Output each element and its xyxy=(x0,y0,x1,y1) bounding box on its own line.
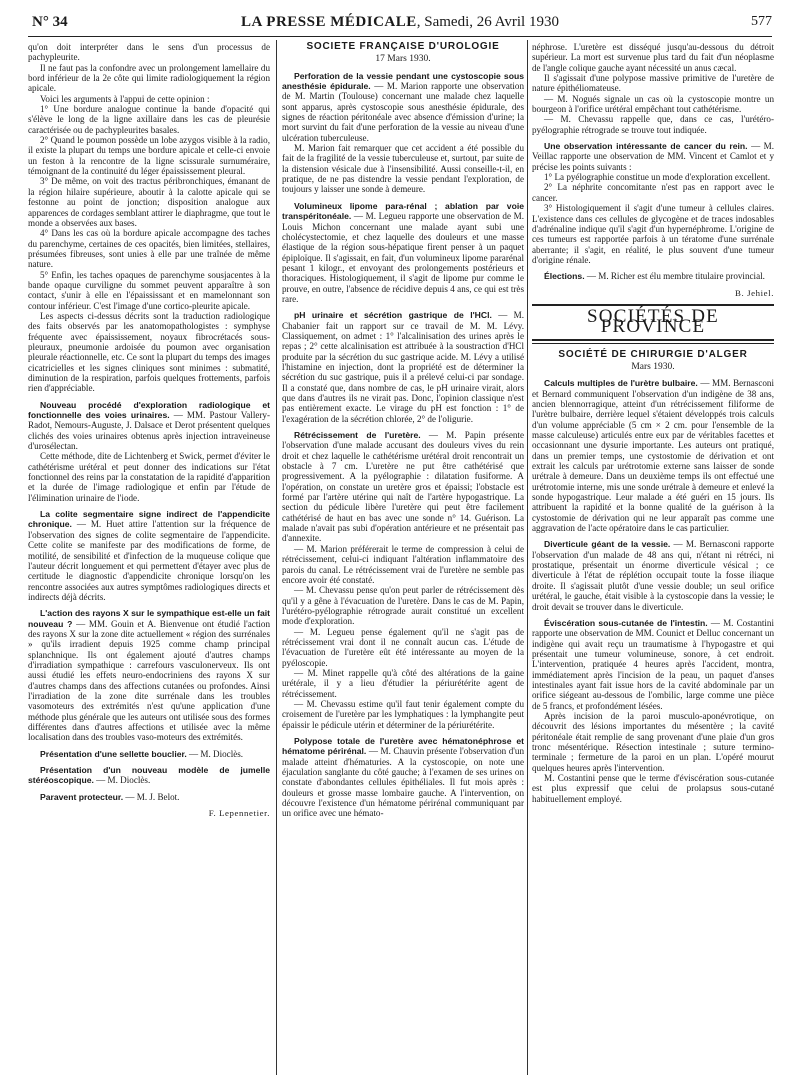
article-heading: Rétrécissement de l'uretère. xyxy=(294,430,421,441)
paragraph xyxy=(28,270,270,311)
paragraph-text: — M. Veillac rapporte une observation de MM. Vincent et Camlot et y précise les points suivants : xyxy=(532,141,774,172)
article-heading: Nouveau procédé d'exploration radiologique et fonctionnelle des voies urinaires. xyxy=(28,399,270,421)
paragraph-text: — M. Marion préférerait le terme de compression à celui de rétrécissement, celui-ci indiquant l'altération inflammatoire des parois du canal. Le rétrécissement vrai de l'uretère ne semble pas encore avoir été constaté. xyxy=(282,543,524,585)
article-heading: Élections. xyxy=(544,271,585,282)
paragraph xyxy=(282,627,524,668)
page-number: 577 xyxy=(751,14,772,29)
paragraph-text: — M. Dioclès. xyxy=(186,748,244,759)
paragraph-text: — M. Nogués signale un cas où la cystoscopie montre un bourgeon à l'orifice urétéral empêchant tout cathétérisme. xyxy=(532,93,774,115)
section-heading: SOCIÉTÉS DE PROVINCE xyxy=(587,305,719,338)
column-middle xyxy=(282,42,524,1076)
session-date: Mars 1930. xyxy=(631,361,675,372)
paragraph-text: néphrose. L'uretère est disséqué jusqu'au-dessous du détroit supérieur. La mort est survenue plus tard du fait d'un néoplasme de l'angle colique gauche ayant nécessité un anus cæcal. xyxy=(532,42,774,73)
article-heading: Calculs multiples de l'urètre bulbaire. xyxy=(544,378,698,389)
paragraph xyxy=(28,608,270,742)
paragraph-text: — M. Chevassu rappelle que, dans ce cas, l'urétéro-pyélographie rétrograde se trouve tout indiquée. xyxy=(532,114,774,135)
article-heading: Polypose totale de l'uretère avec hématonéphrose et hématome périrénal. xyxy=(282,736,524,757)
paragraph-text: 1° La pyélographie constitue un mode d'exploration excellent. xyxy=(544,172,770,183)
paragraph-text: M. Costantini pense que le terme d'éviscération sous-cutanée est plus expressif que celui de prolapsus sous-cutané habituellement employé. xyxy=(532,773,774,804)
author-signature: F. Lepennetier. xyxy=(208,808,270,819)
article-heading: La colite segmentaire signe indirect de l'appendicite chronique. xyxy=(28,509,270,530)
paragraph xyxy=(28,451,270,503)
paragraph-text: Après incision de la paroi musculo-aponévrotique, on découvrit des lésions importantes du mésentère ; la cavité péritonéale était remplie de sang provenant d'une plaie d'un gros tronc mésentérique. Résection intestinale ; suture termino-terminale ; fermeture de la paroi en un plan. L'opéré mourut quelques heures après l'intervention. xyxy=(532,710,774,773)
page-header xyxy=(28,14,772,34)
paragraph-text: 3° De même, on voit des tractus péribronchiques, émanant de la région hilaire supérieure, aboutir à la calotte apicale qui se festonne au point de jonction; disposition analogue aux apparences de cordages semblant attirer le diaphragme, que tout le monde a observées aux bases. xyxy=(28,176,270,228)
paragraph xyxy=(28,228,270,269)
paragraph xyxy=(28,42,270,63)
session-date: 17 Mars 1930. xyxy=(375,54,431,65)
column-left xyxy=(28,42,270,1076)
paragraph xyxy=(532,773,774,804)
paragraph xyxy=(282,544,524,585)
paragraph xyxy=(28,135,270,176)
paragraph-text: qu'on doit interpréter dans le sens d'un processus de pachypleurite. xyxy=(28,42,270,63)
article-heading: Une observation intéressante de cancer du rein. xyxy=(544,141,748,152)
article-heading: Volumineux lipome para-rénal ; ablation par voie transpéritonéale. xyxy=(282,200,524,222)
paragraph xyxy=(282,668,524,699)
issue-number: N° 34 xyxy=(32,14,68,30)
journal-title-line xyxy=(28,14,772,31)
column-divider xyxy=(276,40,277,1075)
paragraph-text: 2° Quand le poumon possède un lobe azygos visible à la radio, il existe la plupart du temps une bordure apicale et celle-ci envoie un feston à la rencontre de la ligne scissurale surnuméraire, témoignant de la continuité du léger épaississement pleural. xyxy=(28,135,270,177)
article-heading: Présentation d'une sellette bouclier. xyxy=(40,748,187,759)
paragraph xyxy=(532,618,774,711)
paragraph-text: — M. Costantini rapporte une observation de MM. Counict et Delluc concernant un indigène qui avait reçu un traumatisme à l'hypogastre et qui présentait une tumeur volumineuse, sonore, à cet endroit. L'intervention, pratiquée 4 heures après l'accident, montra, immédiatement après l'incision de la peau, un paquet d'anses intestinales ayant fait issue hors de la cavité abdominale par un orifice siégeant au-dessous de l'ombilic, large comme une pièce de 5 francs, et profondément lésées. xyxy=(532,617,774,711)
society-title: SOCIÉTÉ DE CHIRURGIE D'ALGER xyxy=(558,348,748,360)
article-heading: pH urinaire et sécrétion gastrique de l'HCl. xyxy=(294,310,492,321)
paragraph xyxy=(532,182,774,203)
paragraph xyxy=(28,94,270,104)
paragraph-text: 4° Dans les cas où la bordure apicale accompagne des taches du parenchyme, certaines de ces opacités, bien limitées, stellaires, présumées fibreuses, sont unies à elle par une traînée de même nature. xyxy=(28,228,270,270)
paragraph xyxy=(532,172,774,182)
paragraph-text: — M. Legueu rapporte une observation de M. Louis Michon concernant une malade ayant subi une cholécystectomie, et chez laquelle des douleurs et une masse élastique de la région sous-hépatique firent penser à un paquet épiploïque. Il s'agissait, en fait, d'un volumineux lipome pararénal pesant 1 kilogr., et envoyant des prolongements postérieurs et thoraciques. Histologiquement, il s'agit de lipome pur comme le prouve, en outre, l'absence de récidive depuis 4 ans, ce qui est très rare. xyxy=(282,211,524,304)
paragraph-text: 3° Histologiquement il s'agit d'une tumeur à cellules claires. L'existence dans ces cellules de glycogène et de traces indosables d'adrénaline indique qu'il s'agit d'un hypernéphrome. L'origine de ces tumeurs est rapportée parfois à un tératome d'une surrénale aberrante; il s'agit, en réalité, le plus souvent d'une tumeur d'origine rénale. xyxy=(532,203,774,265)
article-heading: Paravent protecteur. xyxy=(40,791,124,802)
paragraph-text: — M. Minet rappelle qu'à côté des altérations de la gaine urétérale, il y a lieu d'étudier la périurétérite agent de rétrécissement. xyxy=(282,667,524,699)
paragraph-text: — M. Chevassu estime qu'il faut tenir également compte du croisement de l'uretère par les lymphatiques : la lymphangite peut épaissir le pédicule utérin et déterminer de la périurétérite. xyxy=(282,698,524,730)
paragraph-text: — M. Bernasconi rapporte l'observation d'un malade de 48 ans qui, n'étant ni rétréci, ni prostatique, présentait un énorme diverticule vésical ; ce diverticule à l'état de réplétion occupait toute la fosse iliaque droite. Il s'agissait plutôt d'une vessie double; un seul orifice urétéral, le gauche, était visible à la cystoscopie dans la vessie; le droit devait se trouver dans le diverticule. xyxy=(532,539,774,612)
paragraph-text: — M. Papin présente l'observation d'une malade accusant des douleurs vives du rein droit et chez laquelle le cathétérisme urétéral droit rencontrait un obstacle à 7 cm. L'uretère ne put être cathétérisé que progressivement. A la pyélographie : dilatation fusiforme. A l'opération, on constate un uretère gros et épaissi; l'obstacle est formé par l'artère utérine qui naît de l'artère hypogastrique. La section du pédicule libère l'uretère qui peut être facilement cathétérisé de haut en bas avec une sonde n° 14. Guérison. La malade n'avait pas subi d'opération antérieure et ne présentait pas d'annexite. xyxy=(282,430,524,544)
paragraph xyxy=(28,509,270,602)
paragraph xyxy=(532,711,774,773)
section-rule xyxy=(532,339,774,341)
paragraph xyxy=(28,792,270,802)
paragraph xyxy=(532,73,774,94)
paragraph xyxy=(28,104,270,135)
paragraph-text: — M. Richer est élu membre titulaire provincial. xyxy=(584,271,765,282)
paragraph xyxy=(282,310,524,424)
paragraph-text: Les aspects ci-dessus décrits sont la traduction radiologique des faits observés par les anatomopathologistes : symphyse fréquente avec épaississement, noyaux fibrocrétacés sous-pleuraux, pneumonie ardoisée du poumon avec organisation pleurale réactionnelle, etc. Ce sont la plupart du temps des images cicatricielles et les signes cliniques sont minimes : submatité, diminution de la respiration, parfois quelques frottements, parfois rien d'appréciable. xyxy=(28,310,270,394)
paragraph xyxy=(282,71,524,143)
paragraph xyxy=(28,400,270,452)
paragraph-text: — MM. Pastour Vallery-Radot, Nemours-Auguste, J. Dalsace et Derot présentent quelques clichés des voies urinaires obtenus après injection intraveineuse d'urosélectan. xyxy=(28,410,270,452)
paragraph xyxy=(282,585,524,626)
paragraph-text: — M. Chevassu pense qu'on peut parler de rétrécissement dès qu'il y a gêne à l'évacuation de l'uretère. Dans le cas de M. Papin, l'urétéro-pyélographie rétrograde aurait constitué un excellent mode d'exploration. xyxy=(282,585,524,627)
paragraph-text: — M. J. Belot. xyxy=(123,791,180,802)
paragraph-text: Il ne faut pas la confondre avec un prolongement lamellaire du bord inférieur de la 2e côte qui limite radiologiquement la région apicale. xyxy=(28,62,270,94)
paragraph xyxy=(532,94,774,115)
column-right xyxy=(532,42,774,1076)
paragraph xyxy=(28,749,270,759)
article-heading: Éviscération sous-cutanée de l'intestin. xyxy=(544,617,708,628)
paragraph xyxy=(532,378,774,533)
paragraph xyxy=(532,203,774,265)
paragraph-text: 1° Une bordure analogue continue la bande d'opacité qui s'élève le long de la ligne axillaire dans les cas de pleurésie caractérisée ou de pachypleurites basales. xyxy=(28,104,270,135)
paragraph-text: Il s'agissait d'une polypose massive primitive de l'uretère de nature épithéliomateuse. xyxy=(532,73,774,94)
article-heading: Perforation de la vessie pendant une cystoscopie sous anesthésie épidurale. xyxy=(282,70,524,92)
paragraph-text: — M. Chauvin présente l'observation d'un malade atteint d'hématuries. A la cystoscopie, on note une éjaculation sanglante du côté gauche; à l'examen de ses urines on constate d'abondantes cellules épithéliales. Il fut mois après : douleurs et grosse masse lombaire gauche. A l'intervention, on découvre l'existence d'un hématome périrénal communiquant par un orifice avec une hémato- xyxy=(282,746,524,819)
paragraph-text: — M. Dioclès. xyxy=(93,775,151,786)
paragraph xyxy=(282,430,524,544)
paragraph-text: 5° Enfin, les taches opaques de parenchyme sousjacentes à la bande opaque curviligne du sommet peuvent apparaître à son contact, s'unir à elle en l'épaississant et en mamelonnant son contour inférieur. C'est l'image d'une cortico-pleurite apicale. xyxy=(28,269,270,311)
paragraph-text: — M. Chabanier fait un rapport sur ce travail de M. M. Lévy. Classiquement, on admet : 1° l'alcalinisation des urines après le repas ; 2° cette alcalinisation est attribuée à la soustraction d'HCl produite par la sécrétion du suc gastrique acide. M. Lévy a utilisé l'histamine en injection, dont la propriété est de déterminer la sécrétion du suc gastrique, puis il a prélevé celui-ci par sondage. Il a constaté que, dans nombre de cas, le pH urinaire virait, alors que dans d'autres ils ne virait pas. Donc, l'opinion classique n'est pas entièrement exacte. Le virage du pH est fonction : 1° de l'exagération de la sécrétion chlorée, 2° de l'oligurie. xyxy=(282,310,524,424)
society-title: SOCIÉTÉ FRANÇAISE D'UROLOGIE xyxy=(306,42,500,52)
paragraph-text: — M. Legueu pense également qu'il ne s'agit pas de rétrécissement vrai dont il ne connaît aucun cas. L'étude de l'évacuation de l'uretère eût été intéressante au moyen de la pyéloscopie. xyxy=(282,626,524,668)
paragraph xyxy=(282,699,524,730)
column-divider xyxy=(527,40,528,1075)
paragraph xyxy=(532,141,774,172)
paragraph-text: — M. Huet attire l'attention sur la fréquence de l'observation des signes de colite segmentaire de l'appendicite. Cette colite se manifeste par des modifications de forme, de motilité, de sensibilité et d'infection de la muqueuse colique que l'auteur décrit longuement et qui permettent d'étayer avec plus de certitude le diagnostic d'appendicite chronique lorsqu'on les rencontre associées aux autres symptômes radiologiques directs et indirects déjà décrits. xyxy=(28,519,270,602)
paragraph xyxy=(532,114,774,135)
paragraph xyxy=(532,42,774,73)
paragraph xyxy=(28,765,270,786)
header-rule xyxy=(28,36,772,37)
paragraph xyxy=(28,311,270,394)
article-heading: Diverticule géant de la vessie. xyxy=(544,539,671,550)
paragraph-text: — MM. Bernasconi et Bernard communiquent l'observation d'un indigène de 38 ans, ancien blennorragique, atteint d'un rétrécissement filiforme de l'urètre bulbaire, derrière lequel s'étaient développés trois calculs d'un volume appréciable (5 cm × 2 cm. pour l'ensemble de la masse calculeuse) articulés entre eux par de véritables facettes et occasionnant une dysurie importante. Les auteurs ont pratiqué, dans un premier temps, une cystostomie de dérivation et ont extrait les calculs par urétrotomie externe sans laisser de sonde urétrale à demeure. Dans un deuxième temps ils ont effectué une urétrotomie interne, mis une sonde urétrale à demeure et enlevé la sonde hypogastrique. Leur malade a été guéri en 15 jours. Ils attribuent la rapidité et la bonne qualité de la guérison à la cystostomie de dérivation qui ne leur apparaît pas comme une aggravation de l'acte opératoire dans le cas particulier. xyxy=(532,378,774,534)
article-heading: L'action des rayons X sur le sympathique est-elle un fait nouveau ? xyxy=(28,608,270,629)
issue-date: , Samedi, 26 Avril 1930 xyxy=(416,14,559,30)
paragraph xyxy=(532,271,774,281)
paragraph-text: Voici les arguments à l'appui de cette opinion : xyxy=(40,93,210,104)
section-rule xyxy=(532,343,774,344)
author-signature: B. Jehiel. xyxy=(735,287,774,298)
journal-name: LA PRESSE MÉDICALE xyxy=(241,14,417,30)
paragraph xyxy=(282,143,524,195)
paragraph-text: Cette méthode, dite de Lichtenberg et Swick, permet d'éviter le cathétérisme urétéral et peut donner des indications sur l'état fonctionnel des reins par la constatation de la rapidité d'apparition et la durée de l'image radiologique et enfin par l'étude de l'élimination urinaire de l'iode. xyxy=(28,451,270,503)
paragraph xyxy=(28,63,270,94)
paragraph-text: M. Marion fait remarquer que cet accident a été possible du fait de la fragilité de la vessie tuberculeuse et, surtout, par suite de la distension vésicale due à l'insensibilité. Aussi conseille-t-il, en pratique, de ne pas distendre la vessie pendant l'exploration, de toujours y laisser une sonde à demeure. xyxy=(282,143,524,195)
paragraph xyxy=(282,201,524,304)
paragraph xyxy=(282,736,524,819)
paragraph-text: — M. Marion rapporte une observation de M. Martin (Toulouse) concernant une malade chez laquelle sont apparus, après cystoscopie sous anesthésie épidurale, des signes de réaction péritonéale avec absence d'émission d'urine; la mort survint du fait d'une perforation de la vessie au niveau d'une ulcération tuberculeuse. xyxy=(282,81,524,143)
paragraph xyxy=(28,176,270,228)
article-heading: Présentation d'un nouveau modèle de jumelle stéréoscopique. xyxy=(28,765,270,786)
paragraph-text: — MM. Gouin et A. Bienvenue ont étudié l'action des rayons X sur la zone dite actuellement « région des surrénales » qu'ils irradient depuis 1925 comme champ principal splanchnique. Ils ont également ajouté d'autres champs d'irradiation sympathique : carrefours vasculonerveux. Ils ont aussi étudié les effets neuro-endocriniens des rayons X sur d'autres champs dans des affections cutanées ou profondes. Ainsi l'irradiation de la zone dite surrénale dans les troubles vasomoteurs des extrémités n'est qu'une application d'une méthode plus générale que les auteurs ont utilisée sous des formes différentes dans d'autres affections et utilisée avec la même localisation dans des troubles vaso-moteurs des extrémités. xyxy=(28,618,270,743)
paragraph-text: 2° La néphrite concomitante n'est pas en rapport avec le cancer. xyxy=(532,182,774,203)
paragraph xyxy=(532,539,774,611)
